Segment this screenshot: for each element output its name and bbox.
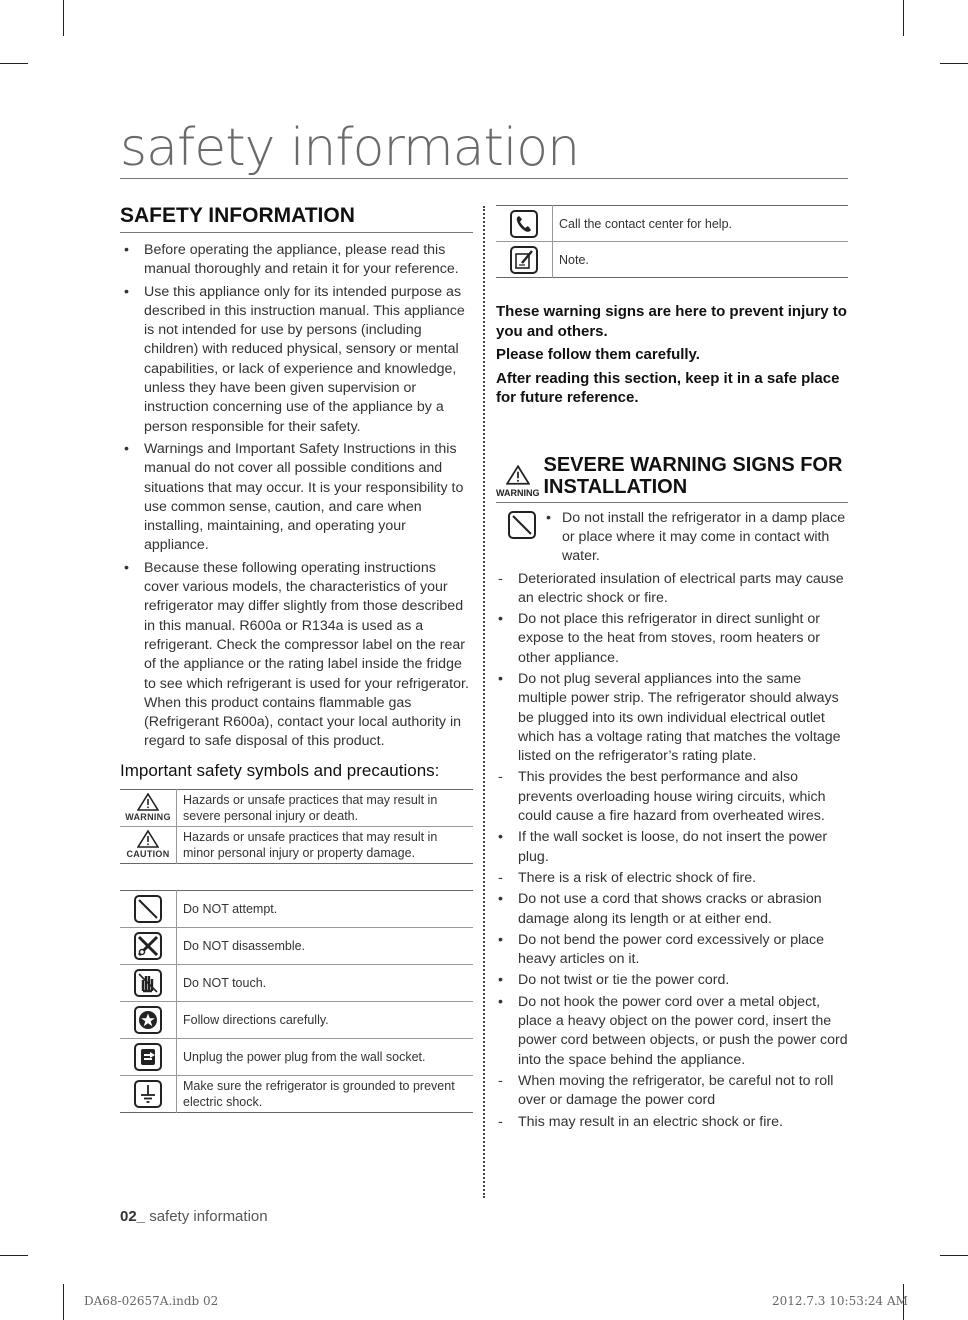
crop-mark — [940, 63, 968, 64]
contact-symbol-table — [496, 205, 848, 278]
page-title: safety information — [120, 118, 580, 178]
caution-label: CAUTION — [126, 848, 170, 859]
no-touch-icon — [134, 969, 162, 997]
severe-warning-heading — [496, 454, 848, 503]
hazard-text: Hazards or unsafe practices that may result in severe personal injury or death. — [177, 789, 474, 826]
list-item: • Do not hook the power cord over a metal object, place a heavy object on the power cord, insert the power cord between objects, or push the power cord into the space behind the appliance. — [496, 993, 848, 1070]
note-icon — [510, 246, 538, 274]
symbol-text: Note. — [559, 252, 589, 267]
list-item: • If the wall socket is loose, do not insert the power plug. — [496, 828, 848, 867]
warning-intro: Please follow them carefully. — [496, 346, 700, 363]
warning-label: WARNING — [496, 487, 540, 498]
list-item — [496, 509, 848, 566]
symbol-text: Follow directions carefully. — [177, 1001, 474, 1038]
list-item: • Do not plug several appliances into the same multiple power strip. The refrigerator should always be plugged into its own individual electrical outlet which has a voltage rating that matches the voltage listed on the refrigerator’s rating plate. — [496, 670, 848, 766]
page-number: 02_ — [120, 1208, 146, 1225]
warning-label: WARNING — [125, 811, 171, 822]
list-subitem: - When moving the refrigerator, be careful not to roll over or damage the power cord — [496, 1072, 848, 1111]
crop-mark — [63, 1284, 64, 1320]
list-item: • Warnings and Important Safety Instructions in this manual do not cover all possible conditions and situations that may occur. It is your responsibility to use common sense, caution, and care when installing, maintaining, and operating your appliance. — [120, 440, 473, 556]
crop-mark — [940, 1255, 968, 1256]
title-rule — [120, 178, 848, 179]
symbol-text: Call the contact center for help. — [553, 206, 849, 242]
table-row — [120, 890, 473, 927]
column-divider — [483, 206, 485, 1198]
crop-mark — [903, 0, 904, 36]
hazard-table — [120, 789, 473, 864]
list-item-text: • Do not install the refrigerator in a damp place or place where it may come in contact with water. — [540, 509, 848, 566]
phone-icon — [510, 210, 538, 238]
table-row — [120, 826, 473, 863]
intro-bullets — [120, 241, 473, 752]
table-row — [120, 789, 473, 826]
symbol-text: Make sure the refrigerator is grounded to prevent electric shock. — [183, 1078, 455, 1109]
print-slug-right: 2012.7.3 10:53:24 AM — [772, 1294, 908, 1308]
list-item: • Before operating the appliance, please read this manual thoroughly and retain it for your reference. — [120, 241, 473, 280]
list-subitem: - This may result in an electric shock or fire. — [496, 1113, 848, 1132]
list-subitem: - There is a risk of electric shock of fire. — [496, 869, 848, 888]
table-row — [496, 206, 848, 242]
warning-intro: These warning signs are here to prevent injury to you and others. — [496, 303, 847, 340]
right-column — [496, 205, 848, 1134]
list-item: • Do not bend the power cord excessively or place heavy articles on it. — [496, 931, 848, 970]
list-subitem: - This provides the best performance and also prevents overloading house wiring circuits, which could cause a fire hazard from overheated wires. — [496, 768, 848, 826]
symbol-text: Do NOT attempt. — [177, 890, 474, 927]
symbol-text: Do NOT touch. — [177, 964, 474, 1001]
prohibited-icon — [508, 511, 536, 539]
symbol-text: Do NOT disassemble. — [177, 927, 474, 964]
crop-mark — [0, 63, 28, 64]
list-item: • Because these following operating instructions cover various models, the characteristics of your refrigerator may differ slightly from those described in this manual. R600a or R134a is used as a refrigerant. Check the compressor label on the rear of the appliance or the rating label inside the fridge to see which refrigerant is used for your refrigerator. When this product contains flammable gas (Refrigerant R600a), contact your local authority in regard to safe disposal of this product. — [120, 559, 473, 752]
warning-icon — [125, 793, 171, 822]
install-warnings-list — [496, 570, 848, 1132]
no-disassemble-icon — [134, 932, 162, 960]
hazard-text: Hazards or unsafe practices that may result in minor personal injury or property damage. — [183, 829, 438, 860]
warning-intro: After reading this section, keep it in a safe place for future reference. — [496, 369, 840, 406]
table-row — [120, 927, 473, 964]
table-row — [120, 964, 473, 1001]
prohibited-icon — [134, 895, 162, 923]
follow-directions-icon — [134, 1006, 162, 1034]
table-row — [120, 1001, 473, 1038]
list-item: • Use this appliance only for its intended purpose as described in this instruction manual. This appliance is not intended for use by persons (including children) with reduced physical, sensory or mental capabilities, or lack of experience and knowledge, unless they have been given supervision or instruction concerning use of the appliance by a person responsible for their safety. — [120, 283, 473, 437]
list-subitem: - Deteriorated insulation of electrical parts may cause an electric shock or fire. — [496, 570, 848, 609]
table-row — [120, 1038, 473, 1075]
ground-icon — [134, 1080, 162, 1108]
list-item: • Do not place this refrigerator in direct sunlight or expose to the heat from stoves, room heaters or other appliance. — [496, 610, 848, 668]
section-heading: SAFETY INFORMATION — [120, 204, 473, 233]
table-row — [496, 242, 848, 278]
left-column — [120, 200, 473, 1113]
symbol-table — [120, 890, 473, 1113]
page-footer — [120, 1208, 268, 1225]
crop-mark — [0, 1255, 28, 1256]
list-item: • Do not use a cord that shows cracks or abrasion damage along its length or at either end. — [496, 890, 848, 929]
print-slug-left: DA68-02657A.indb 02 — [84, 1294, 219, 1308]
symbol-text: Unplug the power plug from the wall socket. — [177, 1038, 474, 1075]
unplug-icon — [134, 1043, 162, 1071]
subheading: Important safety symbols and precautions: — [120, 760, 440, 780]
footer-label: safety information — [145, 1208, 268, 1225]
list-item: • Do not twist or tie the power cord. — [496, 971, 848, 990]
warning-icon — [496, 465, 540, 498]
caution-icon — [126, 830, 169, 859]
crop-mark — [63, 0, 64, 36]
severe-heading-text: SEVERE WARNING SIGNS FOR INSTALLATION — [543, 453, 843, 498]
table-row — [120, 1075, 473, 1112]
